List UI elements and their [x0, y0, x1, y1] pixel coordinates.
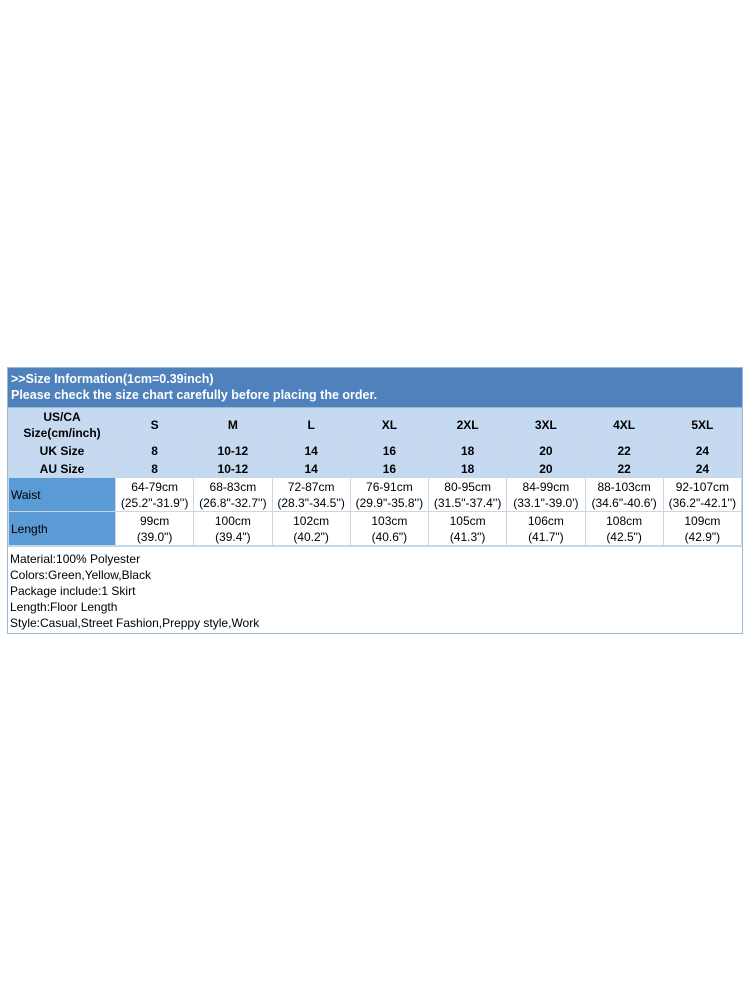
package-note: Package include:1 Skirt	[10, 584, 136, 598]
au-size-cell: 10-12	[194, 460, 272, 478]
uk-size-cell: 10-12	[194, 442, 272, 460]
uk-size-cell: 24	[663, 442, 741, 460]
length-cell	[663, 512, 741, 546]
length-cell	[350, 512, 428, 546]
us-size-label	[9, 409, 116, 442]
au-size-cell: 22	[585, 460, 663, 478]
waist-row	[9, 478, 742, 512]
uk-size-cell: 16	[350, 442, 428, 460]
length-inch: (40.2")	[293, 529, 329, 544]
length-inch: (42.5")	[606, 529, 642, 544]
waist-cm: 88-103cm	[597, 479, 651, 494]
au-size-cell: 20	[507, 460, 585, 478]
us-size-row	[9, 409, 742, 442]
banner-instruction: Please check the size chart carefully before placing the order.	[11, 388, 378, 402]
au-size-label: AU Size	[9, 460, 116, 478]
length-cell	[585, 512, 663, 546]
uk-size-cell: 14	[272, 442, 350, 460]
size-chart	[7, 367, 743, 634]
us-size-cell: 4XL	[585, 409, 663, 442]
uk-size-cell: 8	[116, 442, 194, 460]
length-cell	[507, 512, 585, 546]
length-cell	[429, 512, 507, 546]
us-size-cell: 5XL	[663, 409, 741, 442]
waist-inch: (33.1"-39.0')	[513, 495, 579, 510]
length-cm: 109cm	[684, 513, 721, 528]
waist-inch: (26.8"-32.7'')	[199, 495, 267, 510]
material-note: Material:100% Polyester	[10, 552, 141, 566]
waist-label: Waist	[9, 478, 116, 512]
size-info-banner	[8, 368, 742, 408]
au-size-row	[9, 460, 742, 478]
length-cell	[194, 512, 272, 546]
length-inch: (41.3")	[449, 529, 486, 544]
length-cm: 108cm	[606, 513, 643, 528]
au-size-cell: 24	[663, 460, 741, 478]
waist-cell	[429, 478, 507, 512]
length-inch: (40.6")	[371, 529, 408, 544]
length-note: Length:Floor Length	[10, 600, 118, 614]
waist-inch: (28.3"-34.5'')	[277, 495, 345, 510]
waist-cell	[116, 478, 194, 512]
waist-inch: (29.9"-35.8'')	[355, 495, 424, 510]
us-size-label-text: US/CA Size(cm/inch)	[23, 410, 101, 440]
length-cell	[272, 512, 350, 546]
waist-cell	[194, 478, 272, 512]
length-cm: 102cm	[293, 513, 330, 528]
colors-note: Colors:Green,Yellow,Black	[10, 568, 151, 582]
us-size-cell: M	[194, 409, 272, 442]
length-cm: 106cm	[527, 513, 564, 528]
length-cm: 100cm	[214, 513, 251, 528]
waist-cm: 80-95cm	[444, 479, 491, 494]
waist-inch: (31.5"-37.4'')	[433, 495, 502, 510]
waist-cm: 64-79cm	[131, 479, 178, 494]
length-inch: (42.9")	[684, 529, 721, 544]
au-size-cell: 8	[116, 460, 194, 478]
length-cell	[116, 512, 194, 546]
us-size-cell: 2XL	[429, 409, 507, 442]
waist-inch: (36.2"-42.1'')	[668, 495, 737, 510]
style-note: Style:Casual,Street Fashion,Preppy style,Work	[10, 616, 260, 630]
waist-cm: 72-87cm	[287, 479, 335, 494]
length-cm: 103cm	[371, 513, 408, 528]
uk-size-cell: 20	[507, 442, 585, 460]
waist-cm: 92-107cm	[675, 479, 730, 494]
length-cm: 99cm	[139, 513, 170, 528]
waist-cm: 84-99cm	[522, 479, 570, 494]
length-inch: (39.0")	[136, 529, 173, 544]
uk-size-label: UK Size	[9, 442, 116, 460]
waist-cell	[272, 478, 350, 512]
au-size-cell: 14	[272, 460, 350, 478]
waist-cm: 76-91cm	[366, 479, 413, 494]
waist-cell	[663, 478, 741, 512]
us-size-cell: L	[272, 409, 350, 442]
waist-cell	[507, 478, 585, 512]
length-inch: (39.4")	[215, 529, 251, 544]
product-notes	[8, 546, 742, 633]
waist-cell	[585, 478, 663, 512]
size-table	[8, 408, 742, 546]
waist-inch: (25.2"-31.9'')	[120, 495, 189, 510]
us-size-cell: XL	[350, 409, 428, 442]
au-size-cell: 16	[350, 460, 428, 478]
uk-size-cell: 22	[585, 442, 663, 460]
us-size-cell: 3XL	[507, 409, 585, 442]
waist-cm: 68-83cm	[209, 479, 257, 494]
length-cm: 105cm	[449, 513, 486, 528]
waist-inch: (34.6"-40.6')	[591, 495, 657, 510]
uk-size-cell: 18	[429, 442, 507, 460]
us-size-cell: S	[116, 409, 194, 442]
length-row	[9, 512, 742, 546]
banner-title: >>Size Information(1cm=0.39inch)	[11, 372, 214, 386]
length-label: Length	[9, 512, 116, 546]
length-inch: (41.7")	[528, 529, 564, 544]
waist-cell	[350, 478, 428, 512]
uk-size-row	[9, 442, 742, 460]
au-size-cell: 18	[429, 460, 507, 478]
